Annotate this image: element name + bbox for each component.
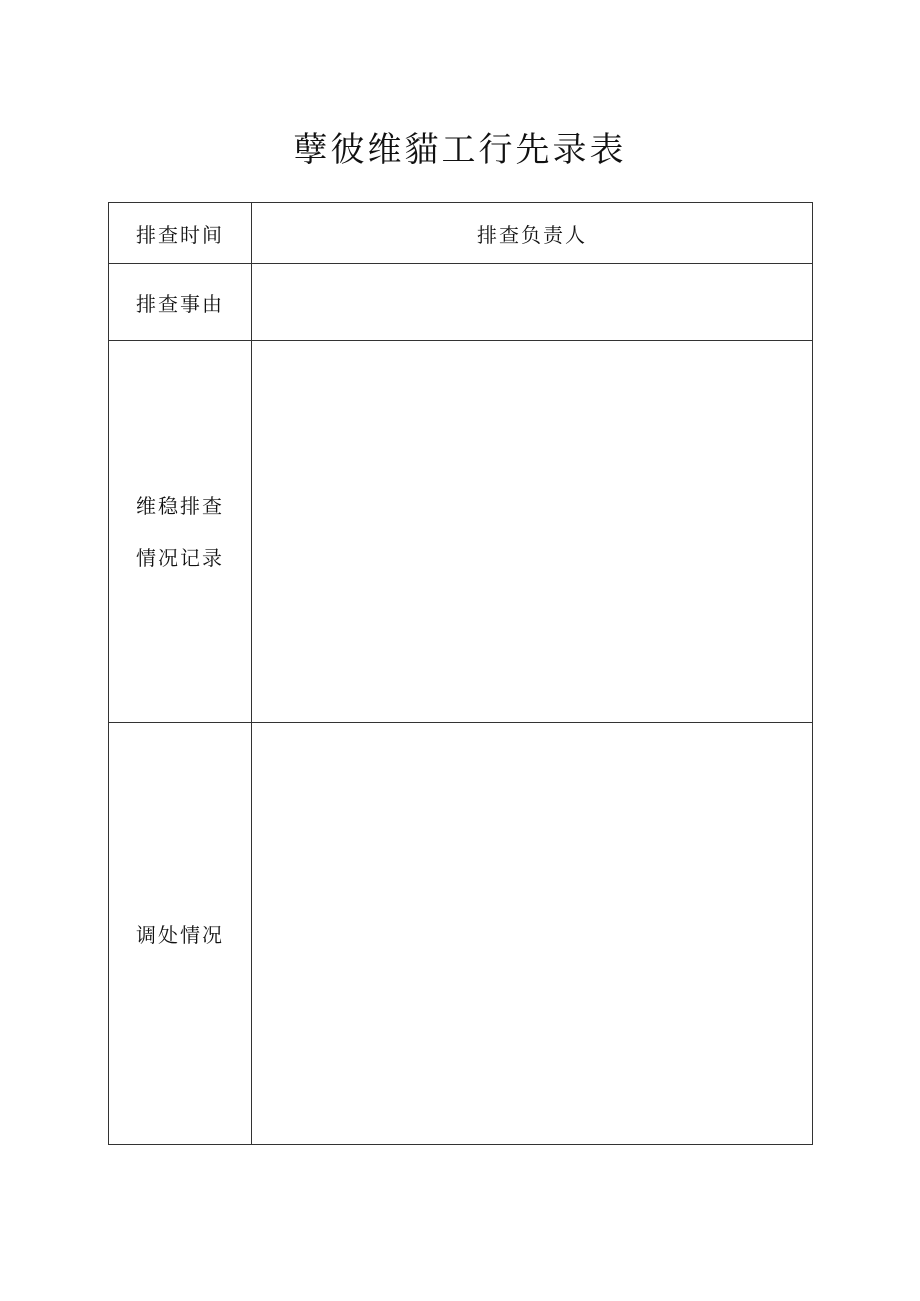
record-label-line2: 情况记录 [136, 545, 224, 570]
cause-value-cell[interactable] [252, 264, 813, 341]
handling-value-cell[interactable] [252, 723, 813, 1145]
person-label: 排查负责人 [477, 222, 587, 247]
record-label-cell [109, 341, 252, 723]
handling-label-cell [109, 723, 252, 1145]
table-row-time [109, 203, 813, 264]
table-row-handling [109, 723, 813, 1145]
table-row-cause [109, 264, 813, 341]
record-value-cell[interactable] [252, 341, 813, 723]
page-title: 孽彼维貓工行先录表 [293, 130, 627, 170]
time-label: 排查时间 [136, 222, 224, 247]
record-form-table [108, 202, 813, 1145]
cause-label-cell [109, 264, 252, 341]
table-row-record [109, 341, 813, 723]
handling-label: 调处情况 [136, 923, 224, 947]
person-label-cell [252, 203, 813, 264]
record-label-line1: 维稳排查 [136, 493, 224, 518]
cause-label: 排查事由 [136, 291, 224, 316]
time-label-cell [109, 203, 252, 264]
